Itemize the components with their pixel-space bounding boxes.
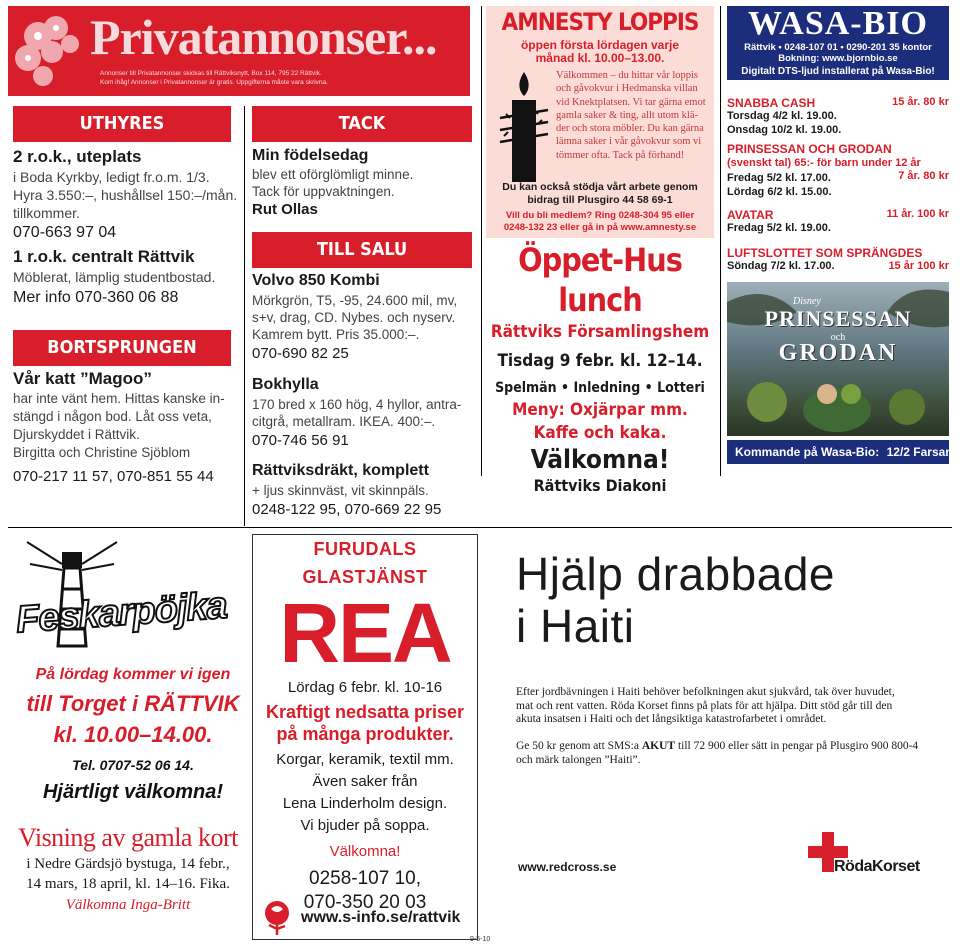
- poster-small: och: [830, 332, 846, 343]
- ad-title: 2 r.o.k., uteplats: [13, 147, 142, 166]
- movie-title: SNABBA CASH: [727, 96, 816, 110]
- ad-title: Volvo 850 Kombi: [252, 272, 380, 289]
- oppethus-sign: Rättviks Diakoni: [533, 476, 667, 495]
- rose-logo-icon: [257, 899, 297, 935]
- haiti-body: till 72 900 eller sätt in pengar på Plusgiro 900 800-4: [677, 740, 919, 752]
- movie-age: 15 år. 80 kr: [892, 96, 949, 108]
- furudal-web[interactable]: www.s-info.se/rattvik: [301, 909, 461, 926]
- amnesty-support: Du kan också stödja vårt arbete genom: [502, 181, 698, 193]
- furudal-date: Lördag 6 febr. kl. 10-16: [287, 679, 443, 696]
- ad-text: Kamrem bytt. Pris 35.000:–.: [252, 327, 420, 342]
- oppethus-org: Rättviks Församlingshem: [490, 322, 710, 342]
- wasabio-booking: Bokning: www.bjornbio.se: [778, 53, 898, 64]
- ad-title: Bokhylla: [252, 376, 319, 393]
- feskar-welcome: Hjärtligt välkomna!: [42, 781, 224, 803]
- privat-info: Kom ihåg! Annonser i Privatannonser är gratis. Uppgifterna måste vara skrivna.: [100, 79, 328, 86]
- ad-text: Mörkgrön, T5, -95, 24.600 mil, mv,: [252, 293, 458, 308]
- oppethus-ad: [486, 240, 714, 495]
- furudal-headline: på många produkter.: [276, 724, 454, 744]
- amnesty-subtitle: öppen första lördagen varje: [520, 38, 680, 52]
- furudal-body: Vi bjuder på soppa.: [300, 817, 430, 834]
- amnesty-subtitle: månad kl. 10.00–13.00.: [535, 51, 665, 65]
- feskar-ad: [8, 534, 248, 810]
- movie-prinsessan: [727, 142, 949, 204]
- movie-title: LUFTSLOTTET SOM SPRÄNGDES: [727, 246, 923, 260]
- haiti-sms-code: AKUT: [641, 740, 676, 752]
- page-code: 9-5-10: [470, 936, 491, 943]
- visning-title: Visning av gamla kort: [18, 823, 238, 852]
- visning-ad: [8, 822, 248, 916]
- amnesty-body: vid Knektplatsen. Vi tar gärna emot: [556, 96, 706, 108]
- uthyres-ad-2: [13, 246, 238, 310]
- movie-time: Fredag 5/2 kl. 17.00.: [727, 172, 831, 184]
- poster-title: PRINSESSAN: [764, 306, 912, 331]
- ad-text: blev ett oförglömligt minne.: [252, 167, 414, 182]
- furudal-title: FURUDALS GLASTJÄNST: [302, 539, 428, 587]
- wasabio-coming: [727, 440, 953, 464]
- furudal-body: Lena Linderholm design.: [282, 795, 448, 812]
- ad-phone: 070-663 97 04: [13, 224, 117, 241]
- movie-time: Söndag 7/2 kl. 17.00.: [727, 260, 835, 272]
- haiti-body: Ge 50 kr genom att SMS:a: [516, 740, 639, 752]
- ad-title: Min födelsedag: [252, 147, 369, 164]
- poster-brand: Disney: [793, 296, 821, 307]
- uthyres-ad-1: [13, 146, 238, 244]
- furudal-welcome: Välkomna!: [329, 843, 401, 860]
- movie-snabba-cash: [727, 96, 949, 142]
- wasabio-digital: Digitalt DTS-ljud installerat på Wasa-Bio!: [741, 66, 935, 77]
- amnesty-body: gamla saker & ting, allt utom klä-: [556, 109, 699, 121]
- oppethus-menu: Meny: Oxjärpar mm.: [512, 400, 688, 420]
- ad-text: Möblerat, lämplig studentbostad.: [13, 269, 216, 285]
- movie-age: 11 år. 100 kr: [886, 208, 949, 220]
- haiti-web[interactable]: www.redcross.se: [518, 860, 617, 874]
- movie-age: 15 år 100 kr: [888, 260, 949, 272]
- movie-poster: [727, 282, 949, 436]
- feskar-line: till Torget i RÄTTVIK: [26, 691, 240, 716]
- furudal-rea: REA: [279, 586, 451, 680]
- ad-text: Djurskyddet i Rättvik.: [13, 427, 140, 442]
- movie-title: AVATAR: [727, 208, 774, 222]
- ad-text: Birgitta och Christine Sjöblom: [13, 445, 191, 460]
- ad-phone: 070-690 82 25: [252, 345, 349, 362]
- visning-text: i Nedre Gärdsjö bystuga, 14 febr.,: [26, 856, 230, 872]
- movie-luftslottet: [727, 240, 949, 276]
- amnesty-body: Välkommen – du hittar vår loppis: [556, 70, 699, 81]
- oppethus-menu: Kaffe och kaka.: [533, 423, 667, 443]
- movie-title: PRINSESSAN OCH GRODAN: [727, 142, 892, 156]
- haiti-body: och märk talongen ”Haiti”.: [516, 753, 641, 766]
- coming-value: 12/2 Farsan: [886, 445, 953, 459]
- movie-age: 7 år. 80 kr: [898, 170, 949, 182]
- amnesty-member: Vill du bli medlem? Ring 0248-304 95 eller: [505, 210, 695, 221]
- privat-title: Privatannonser...: [90, 9, 437, 65]
- haiti-ad: [496, 534, 952, 940]
- feskar-title: Feskarpöjka: [14, 584, 228, 642]
- haiti-title: i Haiti: [516, 600, 635, 652]
- bortsprungen-heading: BORTSPRUNGEN: [13, 330, 231, 366]
- tillsalu-heading: TILL SALU: [252, 232, 472, 268]
- amnesty-body: tömmer ofta. Tack på förhand!: [556, 149, 685, 161]
- privat-header: [8, 6, 470, 96]
- ad-phone: 070-217 11 57, 070-851 55 44: [13, 468, 214, 485]
- ad-text: stängd i någon bod. Låt oss veta,: [13, 409, 212, 424]
- amnesty-body: der och stora möbler. Du kan gärna: [556, 123, 704, 135]
- wasabio-program: [727, 96, 949, 276]
- wasabio-contact: Rättvik • 0248-107 01 • 0290-201 35 kontor: [744, 42, 932, 53]
- ad-title: Vår katt ”Magoo”: [13, 369, 152, 388]
- oppethus-program: Spelmän • Inledning • Lotteri: [495, 380, 705, 396]
- amnesty-ad: [486, 6, 714, 238]
- ad-title: 1 r.o.k. centralt Rättvik: [13, 247, 195, 266]
- furudal-headline: Kraftigt nedsatta priser: [265, 702, 465, 722]
- ad-title: Rättviksdräkt, komplett: [252, 462, 429, 479]
- movie-time: Torsdag 4/2 kl. 19.00.: [727, 110, 837, 122]
- privat-info: Annonser till Privatannonser skickas till Rättviksnytt, Box 114, 795 22 Rättvik.: [100, 70, 322, 77]
- amnesty-title: AMNESTY LOPPIS: [501, 8, 699, 36]
- tillsalu-ad-1: [252, 270, 477, 365]
- tillsalu-ad-2: [252, 374, 477, 452]
- movie-subtitle: (svenskt tal) 65:- för barn under 12 år: [727, 157, 921, 169]
- haiti-title: Hjälp drabbade: [516, 548, 836, 600]
- feskar-tel: Tel. 0707-52 06 14.: [72, 757, 194, 773]
- wasabio-title: WASA-BIO: [748, 5, 928, 42]
- ad-text: citgrå, metallram. IKEA. 400:–.: [252, 414, 436, 429]
- tack-ad: [252, 146, 477, 220]
- feskar-line: På lördag kommer vi igen: [35, 666, 231, 683]
- amnesty-member: 0248-132 23 eller gå in på www.amnesty.se: [503, 222, 697, 233]
- furudal-phone: 0258-107 10,: [309, 868, 421, 889]
- ad-phone: 070-746 56 91: [252, 432, 349, 449]
- furudal-phone: 070-350 20 03: [303, 892, 427, 913]
- furudal-ad: [252, 534, 478, 940]
- ad-phone: Mer info 070-360 06 88: [13, 289, 179, 306]
- furudal-body: Även saker från: [312, 773, 418, 790]
- oppethus-date: Tisdag 9 febr. kl. 12–14.: [497, 351, 703, 371]
- haiti-body: akuta insatsen i Haiti och det långsiktiga katastrofarbetet i området.: [516, 713, 827, 725]
- ad-text: 170 bred x 160 hög, 4 hyllor, antra-: [252, 397, 462, 412]
- movie-time: Onsdag 10/2 kl. 19.00.: [727, 124, 842, 136]
- tillsalu-ad-3: [252, 460, 477, 521]
- oppethus-welcome: Välkomna!: [530, 445, 670, 475]
- ad-signature: Rut Ollas: [252, 201, 318, 218]
- ad-text: Tack för uppvaktningen.: [252, 184, 395, 199]
- poster-title: GRODAN: [778, 340, 898, 366]
- wasabio-header: [727, 6, 949, 80]
- amnesty-body: lämna saker i vår gåvokvur som vi: [556, 136, 702, 148]
- candle-barbed-wire-icon: [494, 70, 552, 186]
- movie-time: Fredag 5/2 kl. 19.00.: [727, 222, 831, 234]
- red-cross-logo-text: RödaKorset: [834, 858, 920, 875]
- visning-text: 14 mars, 18 april, kl. 14–16. Fika.: [26, 876, 230, 892]
- amnesty-support: bidrag till Plusgiro 44 58 69-1: [527, 194, 673, 206]
- movie-time: Lördag 6/2 kl. 15.00.: [727, 186, 832, 198]
- ad-text: + ljus skinnväst, vit skinnpäls.: [252, 483, 429, 498]
- coming-label: Kommande på Wasa-Bio:: [735, 445, 880, 459]
- ad-phone: 0248-122 95, 070-669 22 95: [252, 501, 442, 518]
- haiti-body: Efter jordbävningen i Haiti behöver befolkningen akut sjukvård, tak över huvudet,: [516, 686, 895, 698]
- visning-sign: Välkomna Inga-Britt: [65, 897, 191, 913]
- flower-illustration: [8, 6, 98, 96]
- haiti-body: mat och rent vatten. Röda Korset finns på plats för att hjälpa. Ditt stöd går till den: [516, 699, 893, 712]
- tack-heading: TACK: [252, 106, 472, 142]
- bortsprungen-ad: [13, 368, 245, 492]
- uthyres-heading: UTHYRES: [13, 106, 231, 142]
- feskar-time: kl. 10.00–14.00.: [53, 722, 213, 747]
- ad-text: s+v, drag, CD. Nybes. och nyserv.: [252, 310, 456, 325]
- amnesty-body: och gåvokvur i Hedmanska villan: [556, 83, 698, 95]
- ad-text: Hyra 3.550:–, hushållsel 150:–/mån.: [13, 187, 238, 203]
- ad-text: tillkommer.: [13, 205, 80, 221]
- movie-avatar: [727, 204, 949, 240]
- furudal-body: Korgar, keramik, textil mm.: [276, 751, 454, 768]
- ad-text: i Boda Kyrkby, ledigt fr.o.m. 1/3.: [13, 169, 210, 185]
- ad-text: har inte vänt hem. Hittas kanske in-: [13, 391, 225, 406]
- oppethus-title: Öppet-Hus lunch: [518, 241, 682, 319]
